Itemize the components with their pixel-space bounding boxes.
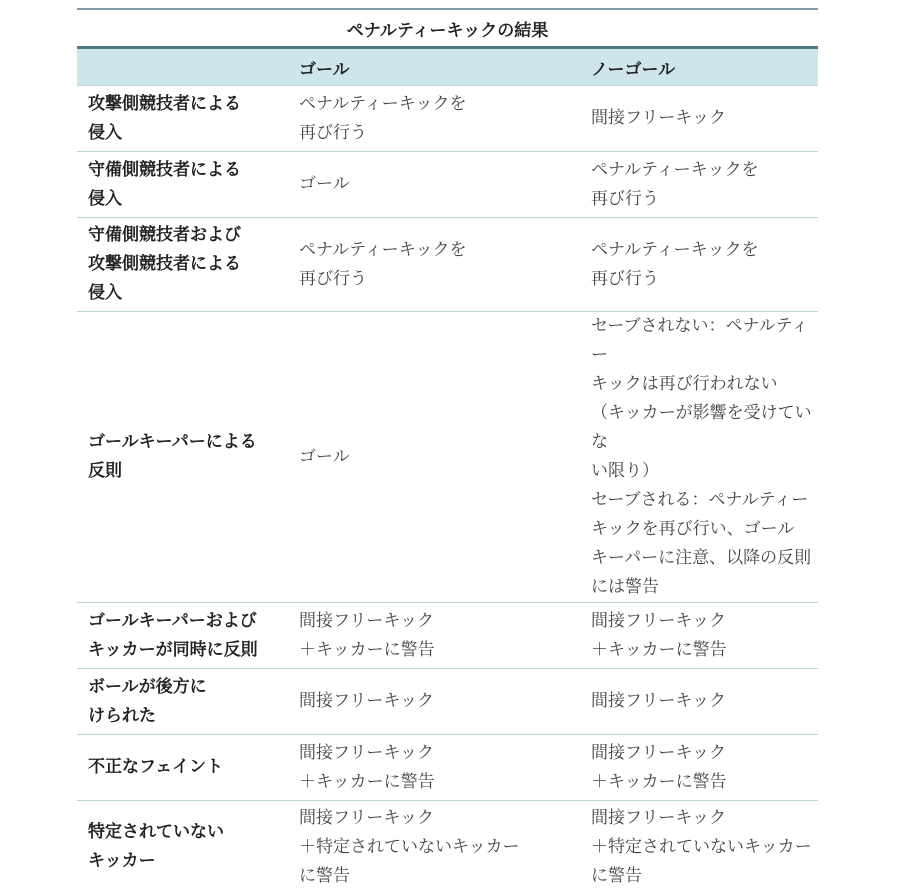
goal-result-cell: ゴール (299, 152, 564, 218)
offense-cell: 攻撃側競技者による 侵入 (77, 86, 299, 152)
table-row (77, 312, 818, 603)
table-row (77, 669, 818, 735)
table-row (77, 801, 818, 893)
table-row (77, 735, 818, 801)
no-goal-result-cell: 間接フリーキック (564, 86, 818, 152)
table-row (77, 603, 818, 669)
offense-cell: 守備側競技者による 侵入 (77, 152, 299, 218)
table-title: ペナルティーキックの結果 (77, 8, 818, 46)
goal-result-cell: 間接フリーキック ＋キッカーに警告 (299, 603, 564, 669)
goal-result-cell: 間接フリーキック ＋キッカーに警告 (299, 735, 564, 801)
goal-result-cell: ペナルティーキックを 再び行う (299, 86, 564, 152)
offense-cell: ゴールキーパーおよび キッカーが同時に反則 (77, 603, 299, 669)
table-row (77, 152, 818, 218)
goal-result-cell: 間接フリーキック ＋特定されていないキッカー に警告 (299, 801, 564, 893)
no-goal-result-cell: 間接フリーキック ＋キッカーに警告 (564, 735, 818, 801)
header-row (77, 48, 818, 86)
offense-cell: ゴールキーパーによる 反則 (77, 312, 299, 603)
no-goal-result-cell: 間接フリーキック (564, 669, 818, 735)
no-goal-result-cell: 間接フリーキック ＋特定されていないキッカー に警告 (564, 801, 818, 893)
offense-cell: 不正なフェイント (77, 735, 299, 801)
header-cell-offense (77, 48, 299, 86)
no-goal-result-cell: ペナルティーキックを 再び行う (564, 218, 818, 312)
header-cell-no-goal: ノーゴール (564, 48, 818, 86)
goal-result-cell: ペナルティーキックを 再び行う (299, 218, 564, 312)
offense-cell: ボールが後方に けられた (77, 669, 299, 735)
offense-cell: 特定されていない キッカー (77, 801, 299, 893)
table-row (77, 218, 818, 312)
header-cell-goal: ゴール (299, 48, 564, 86)
goal-result-cell: 間接フリーキック (299, 669, 564, 735)
no-goal-result-cell: 間接フリーキック ＋キッカーに警告 (564, 603, 818, 669)
results-grid (77, 46, 818, 893)
table-row (77, 86, 818, 152)
penalty-kick-results-table (77, 8, 818, 893)
offense-cell: 守備側競技者および 攻撃側競技者による 侵入 (77, 218, 299, 312)
goal-result-cell: ゴール (299, 312, 564, 603)
no-goal-result-cell: ペナルティーキックを 再び行う (564, 152, 818, 218)
no-goal-result-cell: セーブされない：ペナルティー キックは再び行われない （キッカーが影響を受けていな い限り） セーブされる：ペナルティー キックを再び行い、ゴール キーパーに注意、以降の反則 には警告 (564, 312, 818, 603)
